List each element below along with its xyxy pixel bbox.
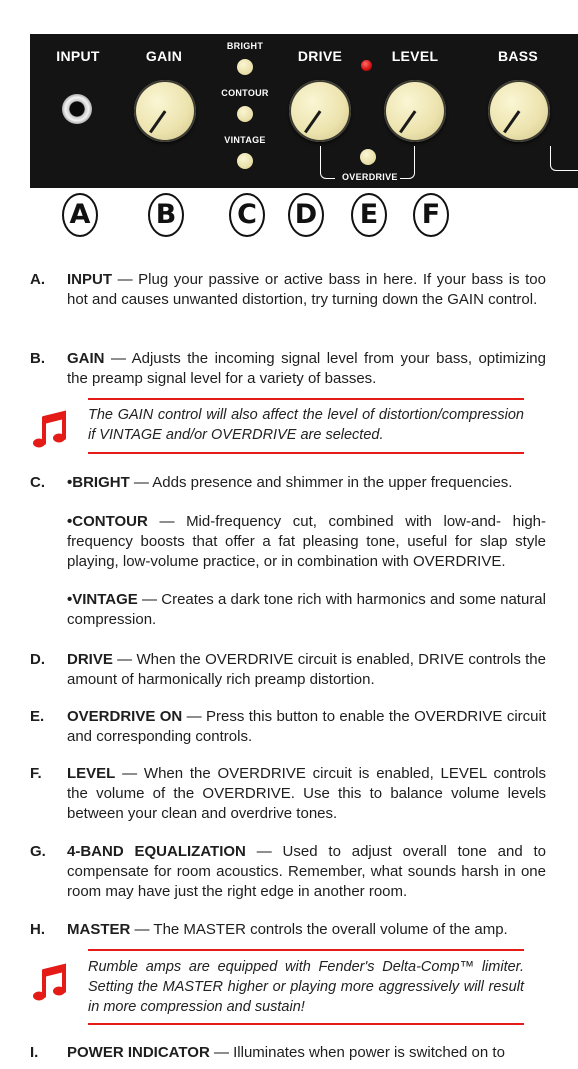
gain-knob[interactable] [134, 80, 196, 142]
entry-term: •BRIGHT [67, 474, 130, 491]
entry-text: — When the OVERDRIVE circuit is enabled, LEVEL controls the volume of the OVERDRIVE. Use this to balance volume levels between your clean and overdrive tones. [67, 765, 546, 822]
overdrive-led [361, 60, 372, 71]
entry-term: •VINTAGE [67, 591, 138, 608]
entry-power [30, 1043, 546, 1063]
entry-term: MASTER [67, 921, 131, 938]
entry-letter: B. [30, 350, 45, 367]
bright-button[interactable] [237, 59, 253, 75]
entry-term: DRIVE [67, 651, 113, 668]
note-text: The GAIN control will also affect the level of distortion/compression if VINTAGE and/or OVERDRIVE are selected. [88, 407, 524, 443]
entry-letter: F. [30, 765, 42, 782]
entry-letter: A. [30, 271, 45, 288]
entry-letter: G. [30, 843, 46, 860]
entry-text: — Adds presence and shimmer in the upper frequencies. [129, 474, 513, 491]
overdrive-bracket-left [320, 146, 335, 179]
entry-text: — Illuminates when power is switched on to [209, 1044, 505, 1061]
level-knob[interactable] [384, 80, 446, 142]
entry-term: LEVEL [67, 765, 116, 782]
entry-term: POWER INDICATOR [67, 1044, 210, 1061]
note-master [30, 949, 546, 1029]
entry-text: — Adjusts the incoming signal level from your bass, optimizing the preamp signal level for a variety of basses. [67, 350, 546, 387]
entry-vintage [67, 590, 546, 630]
contour-button[interactable] [237, 106, 253, 122]
note-rule-top [88, 949, 524, 951]
callout-d: D [288, 193, 324, 237]
eq-bracket [550, 146, 578, 171]
entry-drive [30, 650, 546, 690]
callout-c: C [229, 193, 265, 237]
entry-letter: E. [30, 708, 45, 725]
music-note-icon [30, 963, 72, 1003]
bass-label: BASS [497, 48, 539, 64]
entry-text: — Used to adjust overall tone and to compensate for room acoustics. Remember, what sounds harsh in one room may have just the right edge in another room. [67, 843, 547, 900]
note-gain [30, 398, 546, 458]
entry-text: — Creates a dark tone rich with harmonics and some natural compression. [67, 591, 546, 628]
note-rule-bottom [88, 452, 524, 454]
note-rule-top [88, 398, 524, 400]
entry-letter: C. [30, 474, 45, 491]
level-label: LEVEL [391, 48, 439, 64]
entry-text: — Mid-frequency cut, combined with low-and- high-frequency boosts that offer a fat pleasing tone, useful for slap style playing, low-volume practice, or in combination with OVERDRIVE. [67, 513, 546, 570]
entry-text: — Plug your passive or active bass in here. If your bass is too hot and causes unwanted distortion, try turning down the GAIN control. [67, 271, 546, 308]
entry-term: INPUT [67, 271, 112, 288]
entry-gain [30, 349, 546, 389]
music-note-icon [30, 410, 72, 450]
overdrive-button[interactable] [360, 149, 376, 165]
entry-bright [30, 473, 546, 493]
entry-level [30, 764, 546, 824]
input-jack[interactable] [62, 94, 92, 124]
overdrive-label: OVERDRIVE [342, 172, 398, 182]
callout-f: F [413, 193, 449, 237]
entry-text: — When the OVERDRIVE circuit is enabled, DRIVE controls the amount of harmonically rich preamp distortion. [67, 651, 546, 688]
amp-control-panel [30, 34, 578, 188]
input-label: INPUT [56, 48, 100, 64]
entry-eq [30, 842, 546, 902]
entry-term: OVERDRIVE ON [67, 708, 183, 725]
entry-term: GAIN [67, 350, 105, 367]
entry-overdrive [30, 707, 546, 747]
callout-b: B [148, 193, 184, 237]
entry-letter: I. [30, 1044, 39, 1061]
entry-term: •CONTOUR [67, 513, 148, 530]
drive-label: DRIVE [297, 48, 343, 64]
entry-letter: H. [30, 921, 45, 938]
entry-master [30, 920, 546, 940]
callout-a: A [62, 193, 98, 237]
vintage-label: VINTAGE [224, 135, 266, 145]
contour-label: CONTOUR [221, 88, 269, 98]
drive-knob[interactable] [289, 80, 351, 142]
bright-label: BRIGHT [226, 41, 264, 51]
entry-letter: D. [30, 651, 45, 668]
entry-text: — The MASTER controls the overall volume of the amp. [130, 921, 508, 938]
note-text: Rumble amps are equipped with Fender's Delta-Comp™ limiter. Setting the MASTER higher or playing more aggressively will result in more compression and sustain! [88, 959, 524, 1015]
callout-e: E [351, 193, 387, 237]
entry-term: 4-BAND EQUALIZATION [67, 843, 246, 860]
note-rule-bottom [88, 1023, 524, 1025]
vintage-button[interactable] [237, 153, 253, 169]
entry-text: — Press this button to enable the OVERDRIVE circuit and corresponding controls. [67, 708, 546, 745]
bass-knob[interactable] [488, 80, 550, 142]
overdrive-bracket-right [400, 146, 415, 179]
entry-contour [67, 512, 546, 572]
entry-input [30, 270, 546, 310]
gain-label: GAIN [145, 48, 183, 64]
